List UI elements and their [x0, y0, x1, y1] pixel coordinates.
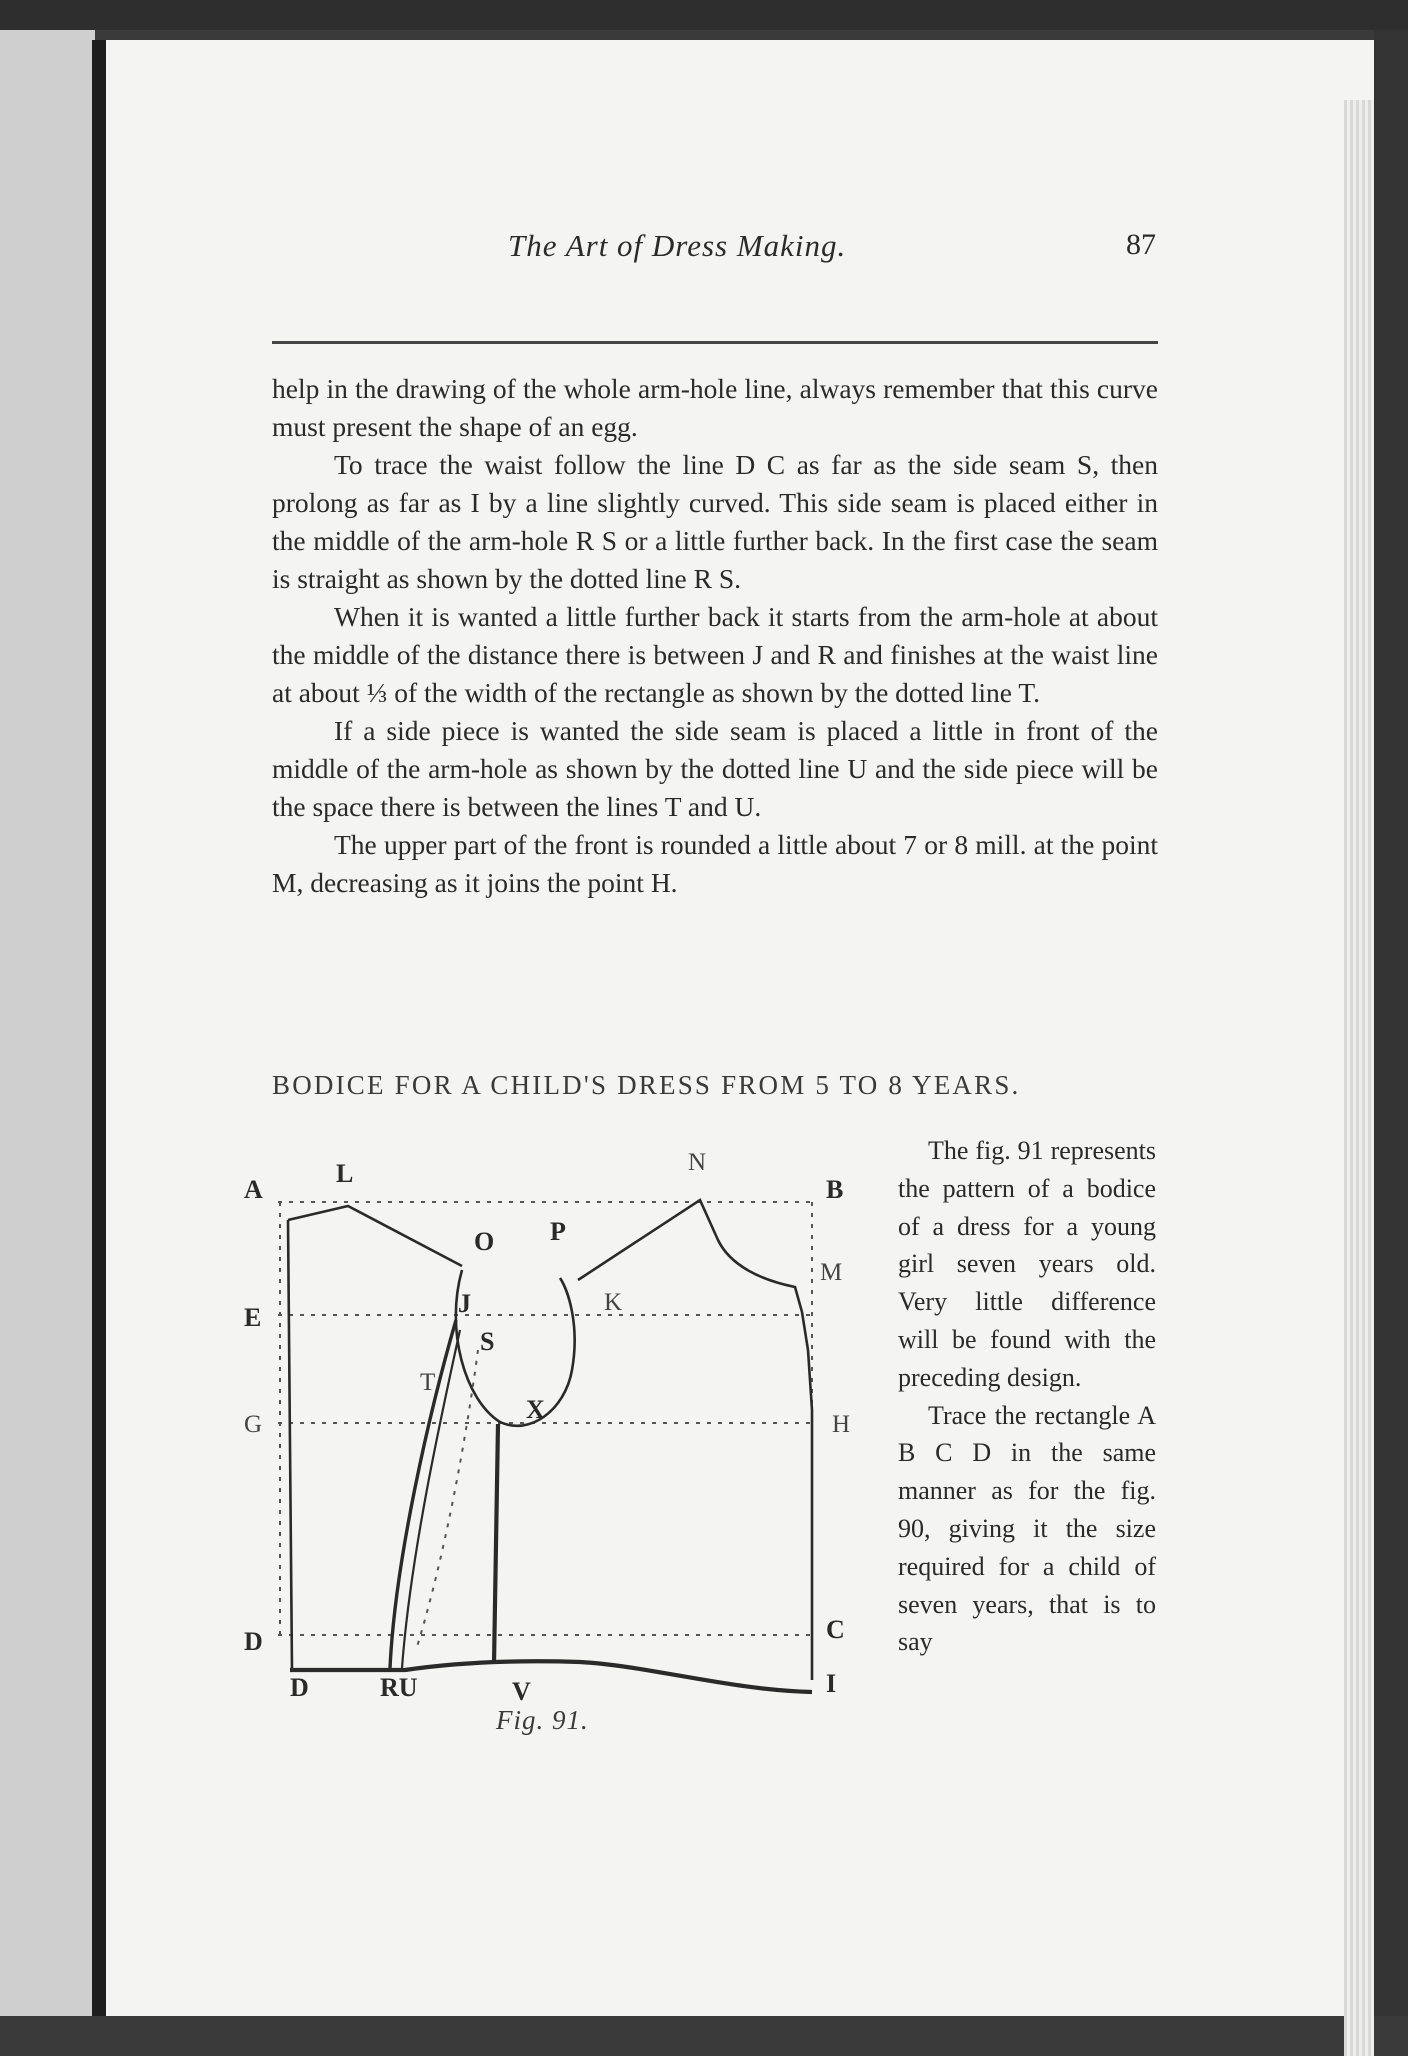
- section-heading: BODICE FOR A CHILD'S DRESS FROM 5 TO 8 YEARS.: [272, 1070, 1021, 1100]
- armhole: [456, 1270, 575, 1426]
- side-text: [898, 1132, 1156, 1661]
- side-paragraph: Trace the rectangle A B C D in the same manner as for the fig. 90, giving it the size required for a child of seven years, that is to say: [898, 1400, 1156, 1657]
- bodice-pattern-figure: [230, 1140, 870, 1780]
- label-b: B: [826, 1175, 844, 1204]
- front-shoulder: [578, 1200, 812, 1680]
- waist-line: [290, 1661, 812, 1692]
- label-s: S: [480, 1327, 495, 1356]
- label-c: C: [826, 1615, 845, 1644]
- label-i: I: [826, 1669, 837, 1698]
- paragraph: When it is wanted a little further back it starts from the arm-hole at about the middle of the distance there is between J and R and finishes at the waist line at about ⅓ of the width of the rectangle as shown by the dotted line T.: [272, 601, 1158, 708]
- book-cover-edge: [1374, 30, 1408, 2016]
- paragraph: The upper part of the front is rounded a little about 7 or 8 mill. at the point M, decreasing as it joins the point H.: [272, 829, 1158, 898]
- label-n: N: [688, 1149, 707, 1176]
- label-e: E: [244, 1303, 262, 1332]
- figure-caption: Fig. 91.: [496, 1705, 589, 1735]
- label-a: A: [244, 1175, 263, 1204]
- book-top-edge: [0, 0, 1408, 30]
- label-o: O: [474, 1227, 495, 1256]
- back-outline: [288, 1206, 462, 1266]
- label-d-left: D: [244, 1627, 263, 1656]
- label-t: T: [420, 1369, 436, 1396]
- label-m: M: [820, 1259, 843, 1286]
- paragraph: If a side piece is wanted the side seam is placed a little in front of the middle of the arm-hole as shown by the dotted line U and the side piece will be the space there is between the lines T and U.: [272, 715, 1158, 822]
- label-p: P: [550, 1217, 566, 1246]
- page-number: 87: [1126, 228, 1156, 261]
- paragraph: To trace the waist follow the line D C as far as the side seam S, then prolong as far as I by a line slightly curved. This side seam is placed either in the middle of the arm-hole R S or a little further back. In the first case the seam is straight as shown by the dotted line R S.: [272, 449, 1158, 594]
- side-paragraph: The fig. 91 represents the pattern of a bodice of a dress for a young girl seven years old. Very little difference will be found with the preceding design.: [898, 1136, 1156, 1392]
- label-ru: RU: [380, 1673, 418, 1702]
- header-rule: [272, 341, 1158, 344]
- side-seam-x-v: [494, 1424, 498, 1664]
- label-j: J: [458, 1289, 471, 1318]
- label-k: K: [604, 1289, 623, 1316]
- label-g: G: [244, 1411, 263, 1438]
- running-head: [168, 220, 1168, 264]
- body-text: [272, 370, 1158, 902]
- label-d-bottom: D: [290, 1673, 309, 1702]
- running-title: The Art of Dress Making.: [508, 228, 847, 263]
- back-left-edge: [288, 1220, 292, 1670]
- page-stack-edge: [1344, 100, 1374, 2056]
- label-h: H: [832, 1411, 851, 1438]
- book-spine-shadow: [92, 40, 106, 2016]
- label-x: X: [526, 1395, 545, 1424]
- left-page-sliver: [0, 30, 95, 2016]
- paragraph: help in the drawing of the whole arm-hole line, always remember that this curve must present the shape of an egg.: [272, 373, 1158, 442]
- label-l: L: [336, 1159, 354, 1188]
- label-v: V: [512, 1677, 531, 1706]
